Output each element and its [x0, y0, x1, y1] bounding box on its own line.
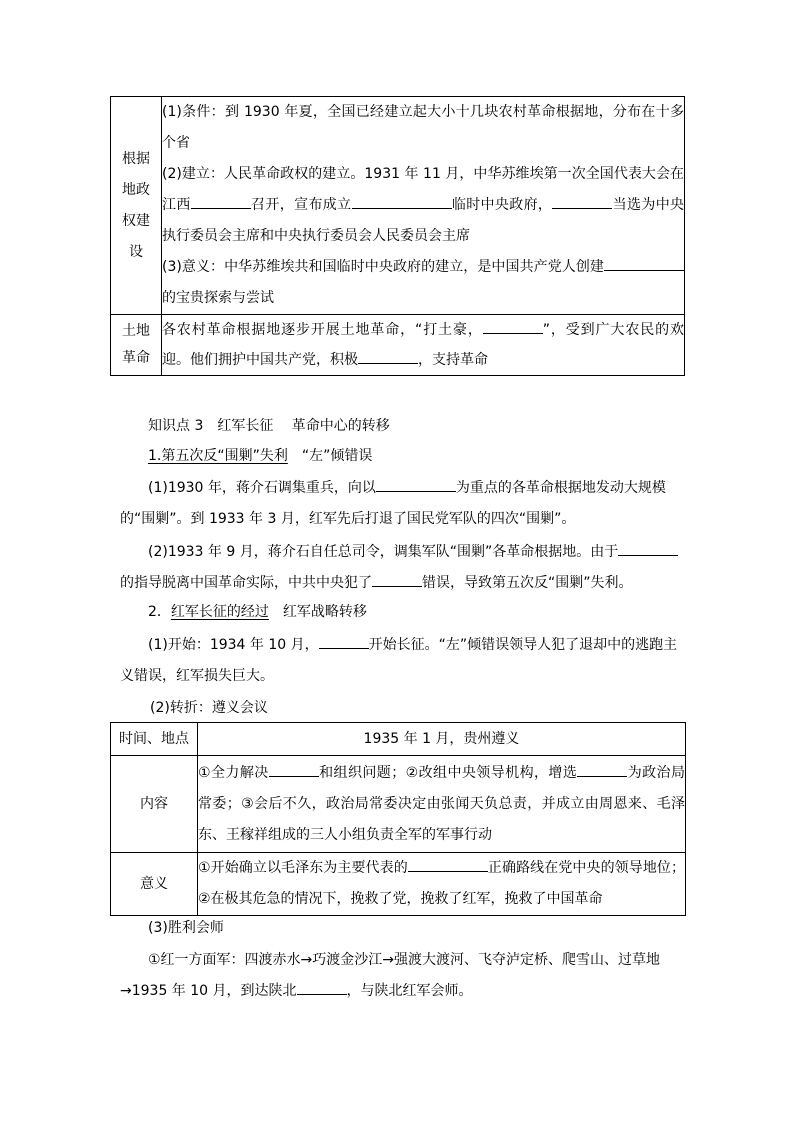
zunyi-meeting-table [110, 722, 686, 916]
row-label: 土地革命 [111, 315, 162, 376]
table-row [111, 315, 685, 376]
blank-field[interactable] [577, 758, 627, 777]
blank-field[interactable] [372, 568, 422, 587]
row-content: 各农村革命根据地逐步开展土地革命，“打土豪， ”，受到广大农民的欢迎。他们拥护中国共产党，积极 ，支持革命 [162, 315, 685, 376]
row-label: 时间、地点 [111, 723, 198, 756]
blank-field[interactable] [483, 315, 543, 334]
item-conditions: (1)条件：到 1930 年夏，全国已经建立起大小十几块农村革命根据地，分布在十多个省 [162, 104, 684, 151]
table-row [111, 756, 686, 853]
paragraph-4: (2)转折：遵义会议 [150, 700, 268, 716]
blank-field[interactable] [618, 537, 678, 556]
item-significance: (3)意义：中华苏维埃共和国临时中央政府的建立，是中国共产党人创建的宝贵探索与尝试 [162, 252, 684, 314]
blank-field[interactable] [352, 190, 452, 209]
paragraph-1: (1)1930 年，蒋介石调集重兵，向以 为重点的各革命根据地发动大规模的“围剿”。到 1933 年 3 月，红军先后打退了国民党军队的四次“围剿”。 [120, 473, 680, 535]
row-label: 根据地政权建设 [111, 97, 162, 315]
blank-field[interactable] [297, 976, 347, 995]
row-label: 意义 [111, 853, 198, 916]
row-content: 1935 年 1 月，贵州遵义 [198, 723, 686, 756]
blank-field[interactable] [376, 473, 456, 492]
blank-field[interactable] [552, 190, 612, 209]
section-title: 知识点 3 红军长征 革命中心的转移 [148, 418, 390, 434]
table-row [111, 723, 686, 756]
blank-field[interactable] [191, 190, 251, 209]
table-row [111, 853, 686, 916]
paragraph-3: (1)开始：1934 年 10 月， 开始长征。“左”倾错误领导人犯了退却中的逃跑主义错误，红军损失巨大。 [120, 630, 680, 692]
row-content: ①开始确立以毛泽东为主要代表的 正确路线在党中央的领导地位；②在极其危急的情况下，挽救了党，挽救了红军，挽救了中国革命 [198, 853, 686, 916]
paragraph-2: (2)1933 年 9 月，蒋介石自任总司令，调集军队“围剿”各革命根据地。由于的指导脱离中国革命实际，中共中央犯了 错误，导致第五次反“围剿”失利。 [120, 537, 680, 599]
paragraph-5: (3)胜利会师 [148, 920, 224, 936]
row-content [162, 97, 685, 315]
blank-field[interactable] [408, 853, 488, 872]
heading-2: 2．红军长征的经过 红军战略转移 [148, 604, 367, 620]
item-establish: (2)建立：人民革命政权的建立。1931 年 11 月，中华苏维埃第一次全国代表大会在江西 召开，宣布成立 临时中央政府， 当选为中央执行委员会主席和中央执行委员会人民委员会主席 [162, 166, 685, 244]
blank-field[interactable] [604, 252, 684, 271]
heading-1: 1.第五次反“围剿”失利 “左”倾错误 [148, 448, 373, 464]
blank-field[interactable] [319, 630, 369, 649]
blank-field[interactable] [269, 758, 319, 777]
row-label: 内容 [111, 756, 198, 853]
paragraph-6: ①红一方面军：四渡赤水→巧渡金沙江→强渡大渡河、飞夺泸定桥、爬雪山、过草地→1935 年 10 月，到达陕北 ，与陕北红军会师。 [120, 952, 661, 999]
blank-field[interactable] [358, 345, 418, 364]
base-construction-table [110, 96, 685, 376]
table-row [111, 97, 685, 315]
row-content: ①全力解决 和组织问题；②改组中央领导机构，增选 为政治局常委；③会后不久，政治局常委决定由张闻天负总责，并成立由周恩来、毛泽东、王稼祥组成的三人小组负责全军的军事行动 [198, 756, 686, 853]
